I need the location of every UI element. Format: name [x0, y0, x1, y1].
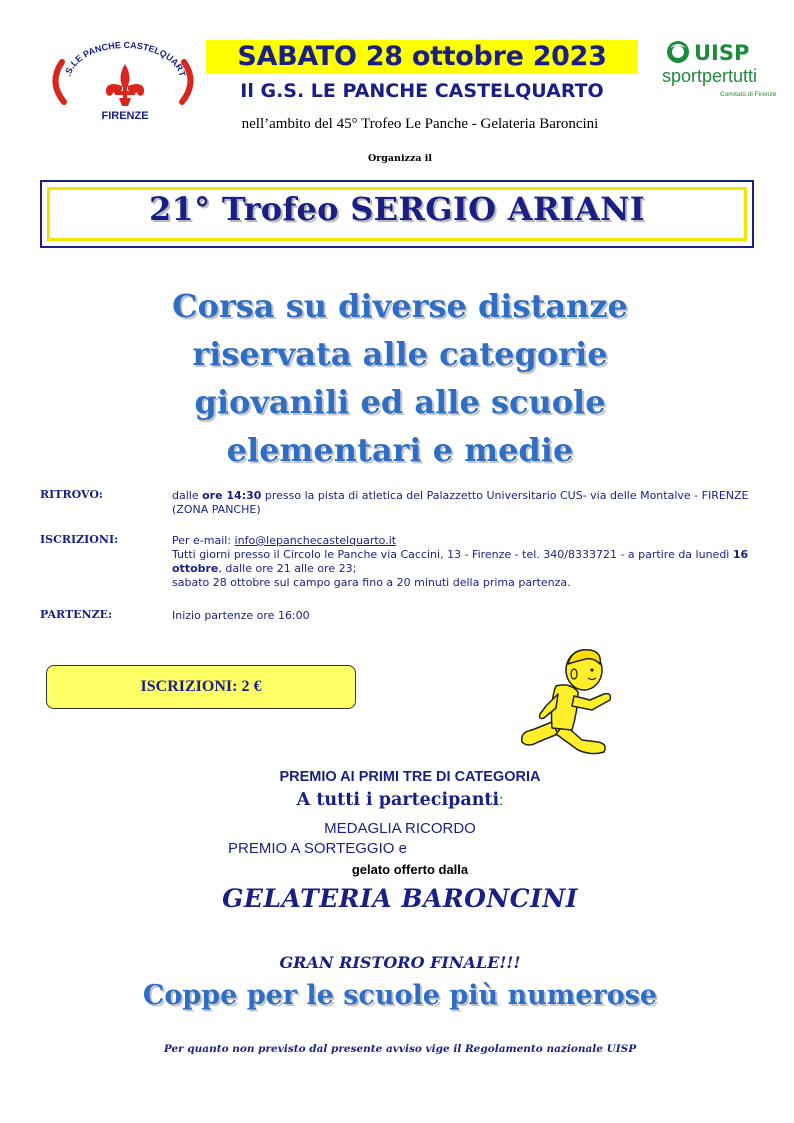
gelateria-name: GELATERIA BARONCINI	[222, 884, 578, 913]
running-child-icon	[512, 644, 632, 764]
uisp-tagline-text: sportpertutti	[662, 66, 758, 86]
svg-text:G.S.LE PANCHE CASTELQUARTO	[48, 40, 188, 78]
email-link[interactable]: info@lepanchecastelquarto.it	[234, 534, 397, 547]
partenze-text: Inizio partenze ore 16:00	[172, 609, 310, 622]
ritrovo-time: ore 14:30	[202, 489, 262, 502]
trofeo-context: nell’ambito del 45° Trofeo Le Panche - Gelateria Baroncini	[241, 116, 599, 132]
premio-primi: PREMIO AI PRIMI TRE DI CATEGORIA	[279, 769, 541, 785]
uisp-logo	[662, 38, 782, 108]
tutti-i-partecipanti: A tutti i partecipanti:	[296, 790, 504, 810]
subtitle-line: elementari e medie	[226, 431, 574, 469]
iscrizioni-fee-box: ISCRIZIONI: 2 €	[46, 665, 356, 709]
gran-ristoro: GRAN RISTORO FINALE!!!	[279, 953, 521, 972]
subtitle-line: riservata alle categorie	[192, 335, 608, 373]
event-subtitle	[60, 282, 740, 474]
ritrovo-text: dalle ore 14:30 presso la pista di atletica del Palazzetto Universitario CUS- via delle Montalve - FIRENZE (ZONA PANCHE)	[172, 489, 749, 516]
iscrizioni-label: ISCRIZIONI:	[40, 533, 119, 546]
coppe-scuole: Coppe per le scuole più numerose	[142, 980, 658, 1011]
organizer-name: Il G.S. LE PANCHE CASTELQUARTO	[240, 80, 604, 102]
logo-arc-text: .S.LE PANCHE CASTELQUART	[62, 40, 188, 78]
medaglia-ricordo: MEDAGLIA RICORDO	[324, 820, 476, 837]
subtitle-line: Corsa su diverse distanze	[172, 287, 628, 325]
uisp-emblem-icon	[667, 41, 689, 63]
organizza-label: Organizza il	[367, 153, 433, 164]
iscrizioni-text: Per e-mail: info@lepanchecastelquarto.it Tutti giorni presso il Circolo le Panche via Caccini, 13 - Firenze - tel. 340/8333721 - a partire da lunedì 16 ottobre, dalle ore 21 alle ore 23; sabato 28 ottobre sul campo gara fino a 20 minuti della prima partenza.	[172, 534, 749, 589]
event-title: 21° Trofeo SERGIO ARIANI	[148, 190, 645, 228]
footer-note: Per quanto non previsto dal presente avviso vige il Regolamento nazionale UISP	[163, 1043, 637, 1055]
gs-le-panche-logo	[48, 40, 198, 122]
partenze-label: PARTENZE:	[40, 608, 113, 621]
subtitle-line: giovanili ed alle scuole	[194, 383, 606, 421]
uisp-brand-text: UISP	[694, 41, 750, 65]
ritrovo-label: RITROVO:	[40, 488, 103, 501]
fleur-de-lis-icon	[106, 64, 144, 106]
logo-left-swoosh	[55, 62, 64, 102]
gelato-offerto: gelato offerto dalla	[351, 862, 469, 877]
event-date: SABATO 28 ottobre 2023	[206, 40, 638, 74]
iscrizioni-date: 16 ottobre	[172, 548, 749, 575]
premio-sorteggio: PREMIO A SORTEGGIO e	[228, 840, 407, 857]
uisp-sub-text: Comitato di Firenze	[720, 91, 777, 98]
title-box	[40, 180, 754, 248]
logo-city-text: FIRENZE	[101, 110, 149, 122]
